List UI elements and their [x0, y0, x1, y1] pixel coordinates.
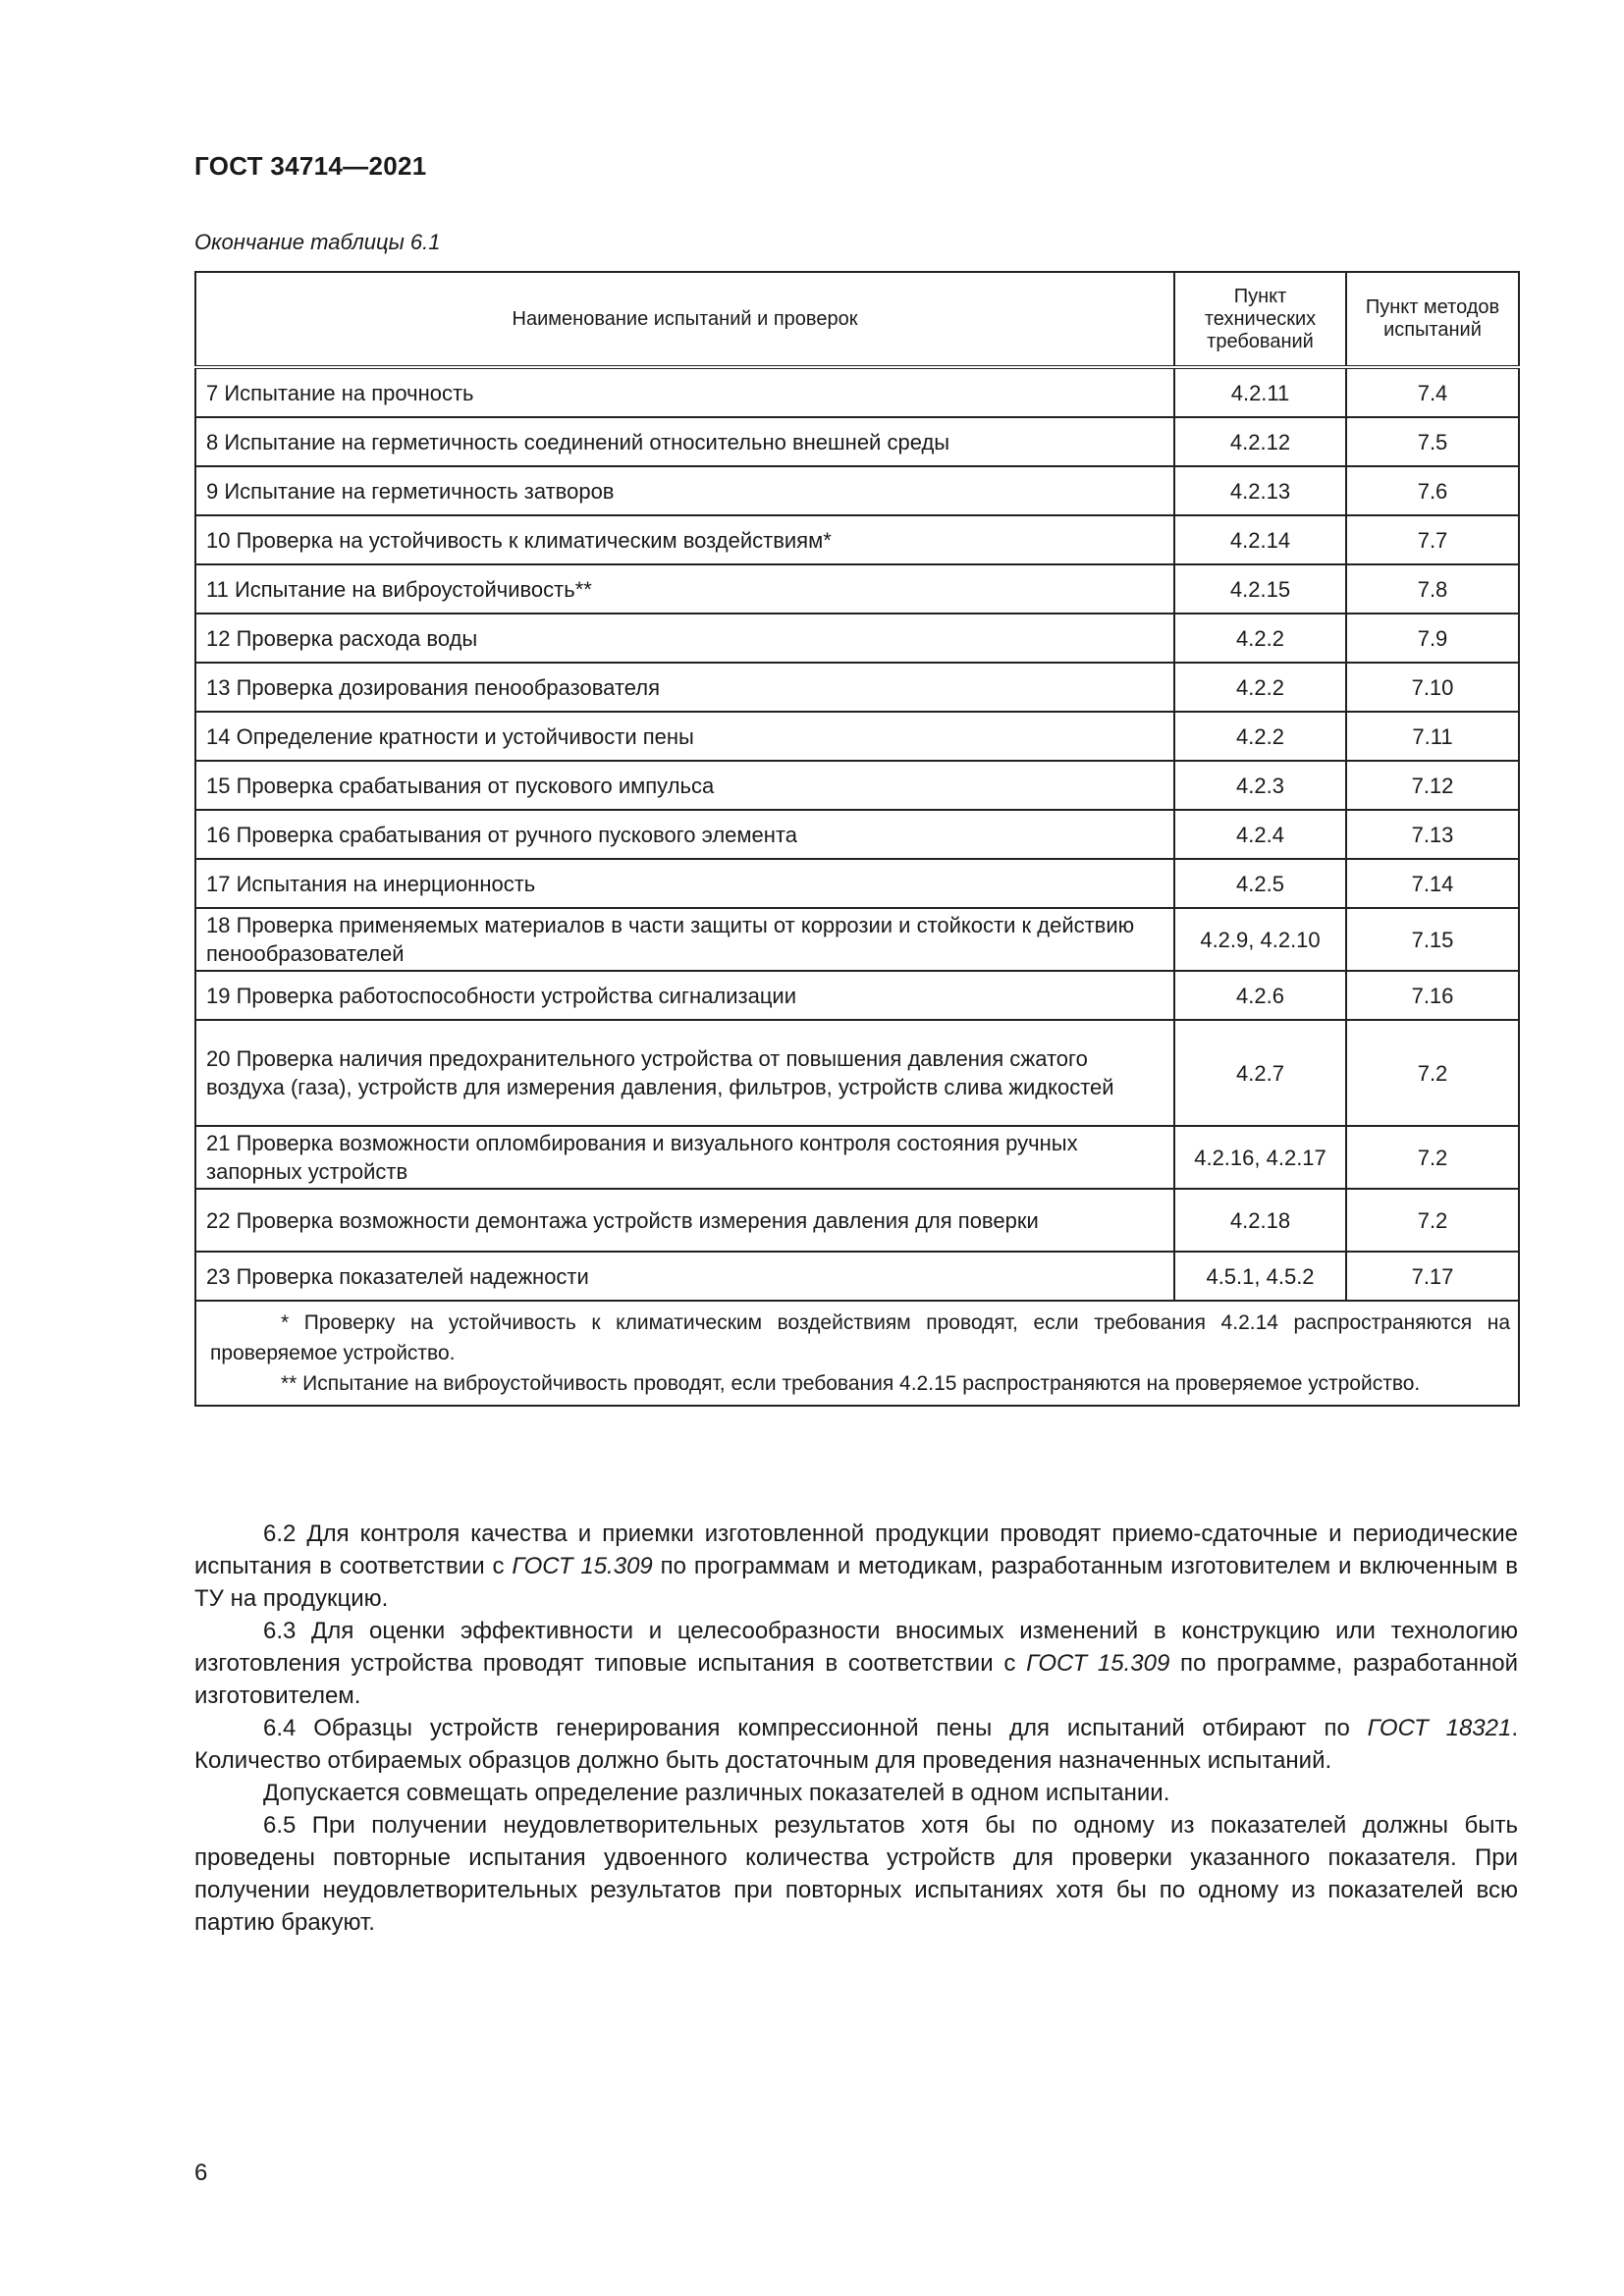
- test-name: 13 Проверка дозирования пенообразователя: [195, 663, 1174, 712]
- requirements-clause: 4.2.6: [1174, 971, 1346, 1020]
- paragraph-6-5: 6.5 При получении неудовлетворительных результатов хотя бы по одному из показателей должны быть проведены повторные испытания удвоенного количества устройств для проверки указанного показателя. При получении неудовлетворительных результатов при повторных испытаниях хотя бы по одному из показателей всю партию бракуют.: [194, 1812, 1518, 1936]
- page-number: 6: [194, 2160, 208, 2186]
- methods-clause: 7.4: [1346, 367, 1519, 417]
- table-footnotes-row: [195, 1301, 1519, 1406]
- table-row: [195, 367, 1519, 417]
- requirements-clause: 4.2.18: [1174, 1189, 1346, 1252]
- table-row: [195, 515, 1519, 564]
- table-row: [195, 761, 1519, 810]
- test-name: 23 Проверка показателей надежности: [195, 1252, 1174, 1301]
- test-name: 7 Испытание на прочность: [195, 367, 1174, 417]
- standard-reference: ГОСТ 15.309: [512, 1553, 653, 1579]
- test-name: 17 Испытания на инерционность: [195, 859, 1174, 908]
- methods-clause: 7.10: [1346, 663, 1519, 712]
- test-name: 10 Проверка на устойчивость к климатическим воздействиям*: [195, 515, 1174, 564]
- methods-clause: 7.16: [1346, 971, 1519, 1020]
- table-footnotes: [195, 1301, 1519, 1406]
- methods-clause: 7.9: [1346, 614, 1519, 663]
- methods-clause: 7.5: [1346, 417, 1519, 466]
- methods-clause: 7.17: [1346, 1252, 1519, 1301]
- requirements-clause: 4.2.9, 4.2.10: [1174, 908, 1346, 971]
- methods-clause: 7.11: [1346, 712, 1519, 761]
- methods-clause: 7.15: [1346, 908, 1519, 971]
- standard-reference: ГОСТ 18321: [1367, 1715, 1512, 1741]
- table-row: [195, 1126, 1519, 1189]
- test-name: 15 Проверка срабатывания от пускового импульса: [195, 761, 1174, 810]
- test-name: 20 Проверка наличия предохранительного устройства от повышения давления сжатого воздуха (газа), устройств для измерения давления, фильтров, устройств слива жидкостей: [195, 1020, 1174, 1126]
- requirements-clause: 4.2.15: [1174, 564, 1346, 614]
- methods-clause: 7.7: [1346, 515, 1519, 564]
- methods-clause: 7.2: [1346, 1189, 1519, 1252]
- column-header-name: Наименование испытаний и проверок: [195, 272, 1174, 367]
- requirements-clause: 4.2.13: [1174, 466, 1346, 515]
- table-row: [195, 908, 1519, 971]
- column-header-methods: Пункт методов испытаний: [1346, 272, 1519, 367]
- methods-clause: 7.8: [1346, 564, 1519, 614]
- tests-table: [194, 271, 1520, 1407]
- requirements-clause: 4.2.11: [1174, 367, 1346, 417]
- paragraph-6-2: 6.2 Для контроля качества и приемки изготовленной продукции проводят приемо-сдаточные и периодические испытания в соответствии с ГОСТ 15.309 по программам и методикам, разработанным изготовителем и включенным в ТУ на продукцию.: [194, 1521, 1518, 1612]
- requirements-clause: 4.2.5: [1174, 859, 1346, 908]
- table-row: [195, 1189, 1519, 1252]
- methods-clause: 7.13: [1346, 810, 1519, 859]
- methods-clause: 7.6: [1346, 466, 1519, 515]
- test-name: 9 Испытание на герметичность затворов: [195, 466, 1174, 515]
- requirements-clause: 4.2.2: [1174, 614, 1346, 663]
- table-row: [195, 1020, 1519, 1126]
- table-row: [195, 466, 1519, 515]
- table-row: [195, 810, 1519, 859]
- body-text: [194, 1518, 1518, 1939]
- document-id: ГОСТ 34714—2021: [194, 151, 427, 181]
- requirements-clause: 4.2.2: [1174, 663, 1346, 712]
- table-row: [195, 712, 1519, 761]
- methods-clause: 7.2: [1346, 1126, 1519, 1189]
- test-name: 14 Определение кратности и устойчивости пены: [195, 712, 1174, 761]
- test-name: 16 Проверка срабатывания от ручного пускового элемента: [195, 810, 1174, 859]
- requirements-clause: 4.2.16, 4.2.17: [1174, 1126, 1346, 1189]
- test-name: 21 Проверка возможности опломбирования и визуального контроля состояния ручных запорных устройств: [195, 1126, 1174, 1189]
- footnote-1: * Проверку на устойчивость к климатическим воздействиям проводят, если требования 4.2.14 распространяются на проверяемое устройство.: [210, 1311, 1510, 1364]
- test-name: 19 Проверка работоспособности устройства сигнализации: [195, 971, 1174, 1020]
- methods-clause: 7.2: [1346, 1020, 1519, 1126]
- requirements-clause: 4.2.2: [1174, 712, 1346, 761]
- requirements-clause: 4.5.1, 4.5.2: [1174, 1252, 1346, 1301]
- table-row: [195, 417, 1519, 466]
- footnote-2: ** Испытание на виброустойчивость проводят, если требования 4.2.15 распространяются на проверяемое устройство.: [281, 1372, 1421, 1395]
- test-name: 22 Проверка возможности демонтажа устройств измерения давления для поверки: [195, 1189, 1174, 1252]
- table-row: [195, 1252, 1519, 1301]
- paragraph-6-3: 6.3 Для оценки эффективности и целесообразности вносимых изменений в конструкцию или технологию изготовления устройства проводят типовые испытания в соответствии с ГОСТ 15.309 по программе, разработанной изготовителем.: [194, 1618, 1518, 1709]
- paragraph-6-4: 6.4 Образцы устройств генерирования компрессионной пены для испытаний отбирают по ГОСТ 18321. Количество отбираемых образцов должно быть достаточным для проведения назначенных испытаний.: [194, 1715, 1519, 1774]
- standard-reference: ГОСТ 15.309: [1026, 1650, 1170, 1677]
- methods-clause: 7.14: [1346, 859, 1519, 908]
- table-row: [195, 971, 1519, 1020]
- table-row: [195, 663, 1519, 712]
- table-row: [195, 614, 1519, 663]
- test-name: 8 Испытание на герметичность соединений относительно внешней среды: [195, 417, 1174, 466]
- requirements-clause: 4.2.3: [1174, 761, 1346, 810]
- requirements-clause: 4.2.12: [1174, 417, 1346, 466]
- table-header-row: [195, 272, 1519, 367]
- requirements-clause: 4.2.7: [1174, 1020, 1346, 1126]
- table-row: [195, 859, 1519, 908]
- paragraph-6-4-note: Допускается совмещать определение различных показателей в одном испытании.: [263, 1780, 1170, 1806]
- requirements-clause: 4.2.14: [1174, 515, 1346, 564]
- column-header-requirements: Пункт технических требований: [1174, 272, 1346, 367]
- requirements-clause: 4.2.4: [1174, 810, 1346, 859]
- test-name: 18 Проверка применяемых материалов в части защиты от коррозии и стойкости к действию пенообразователей: [195, 908, 1174, 971]
- table-row: [195, 564, 1519, 614]
- table-caption: Окончание таблицы 6.1: [194, 230, 441, 254]
- test-name: 11 Испытание на виброустойчивость**: [195, 564, 1174, 614]
- methods-clause: 7.12: [1346, 761, 1519, 810]
- test-name: 12 Проверка расхода воды: [195, 614, 1174, 663]
